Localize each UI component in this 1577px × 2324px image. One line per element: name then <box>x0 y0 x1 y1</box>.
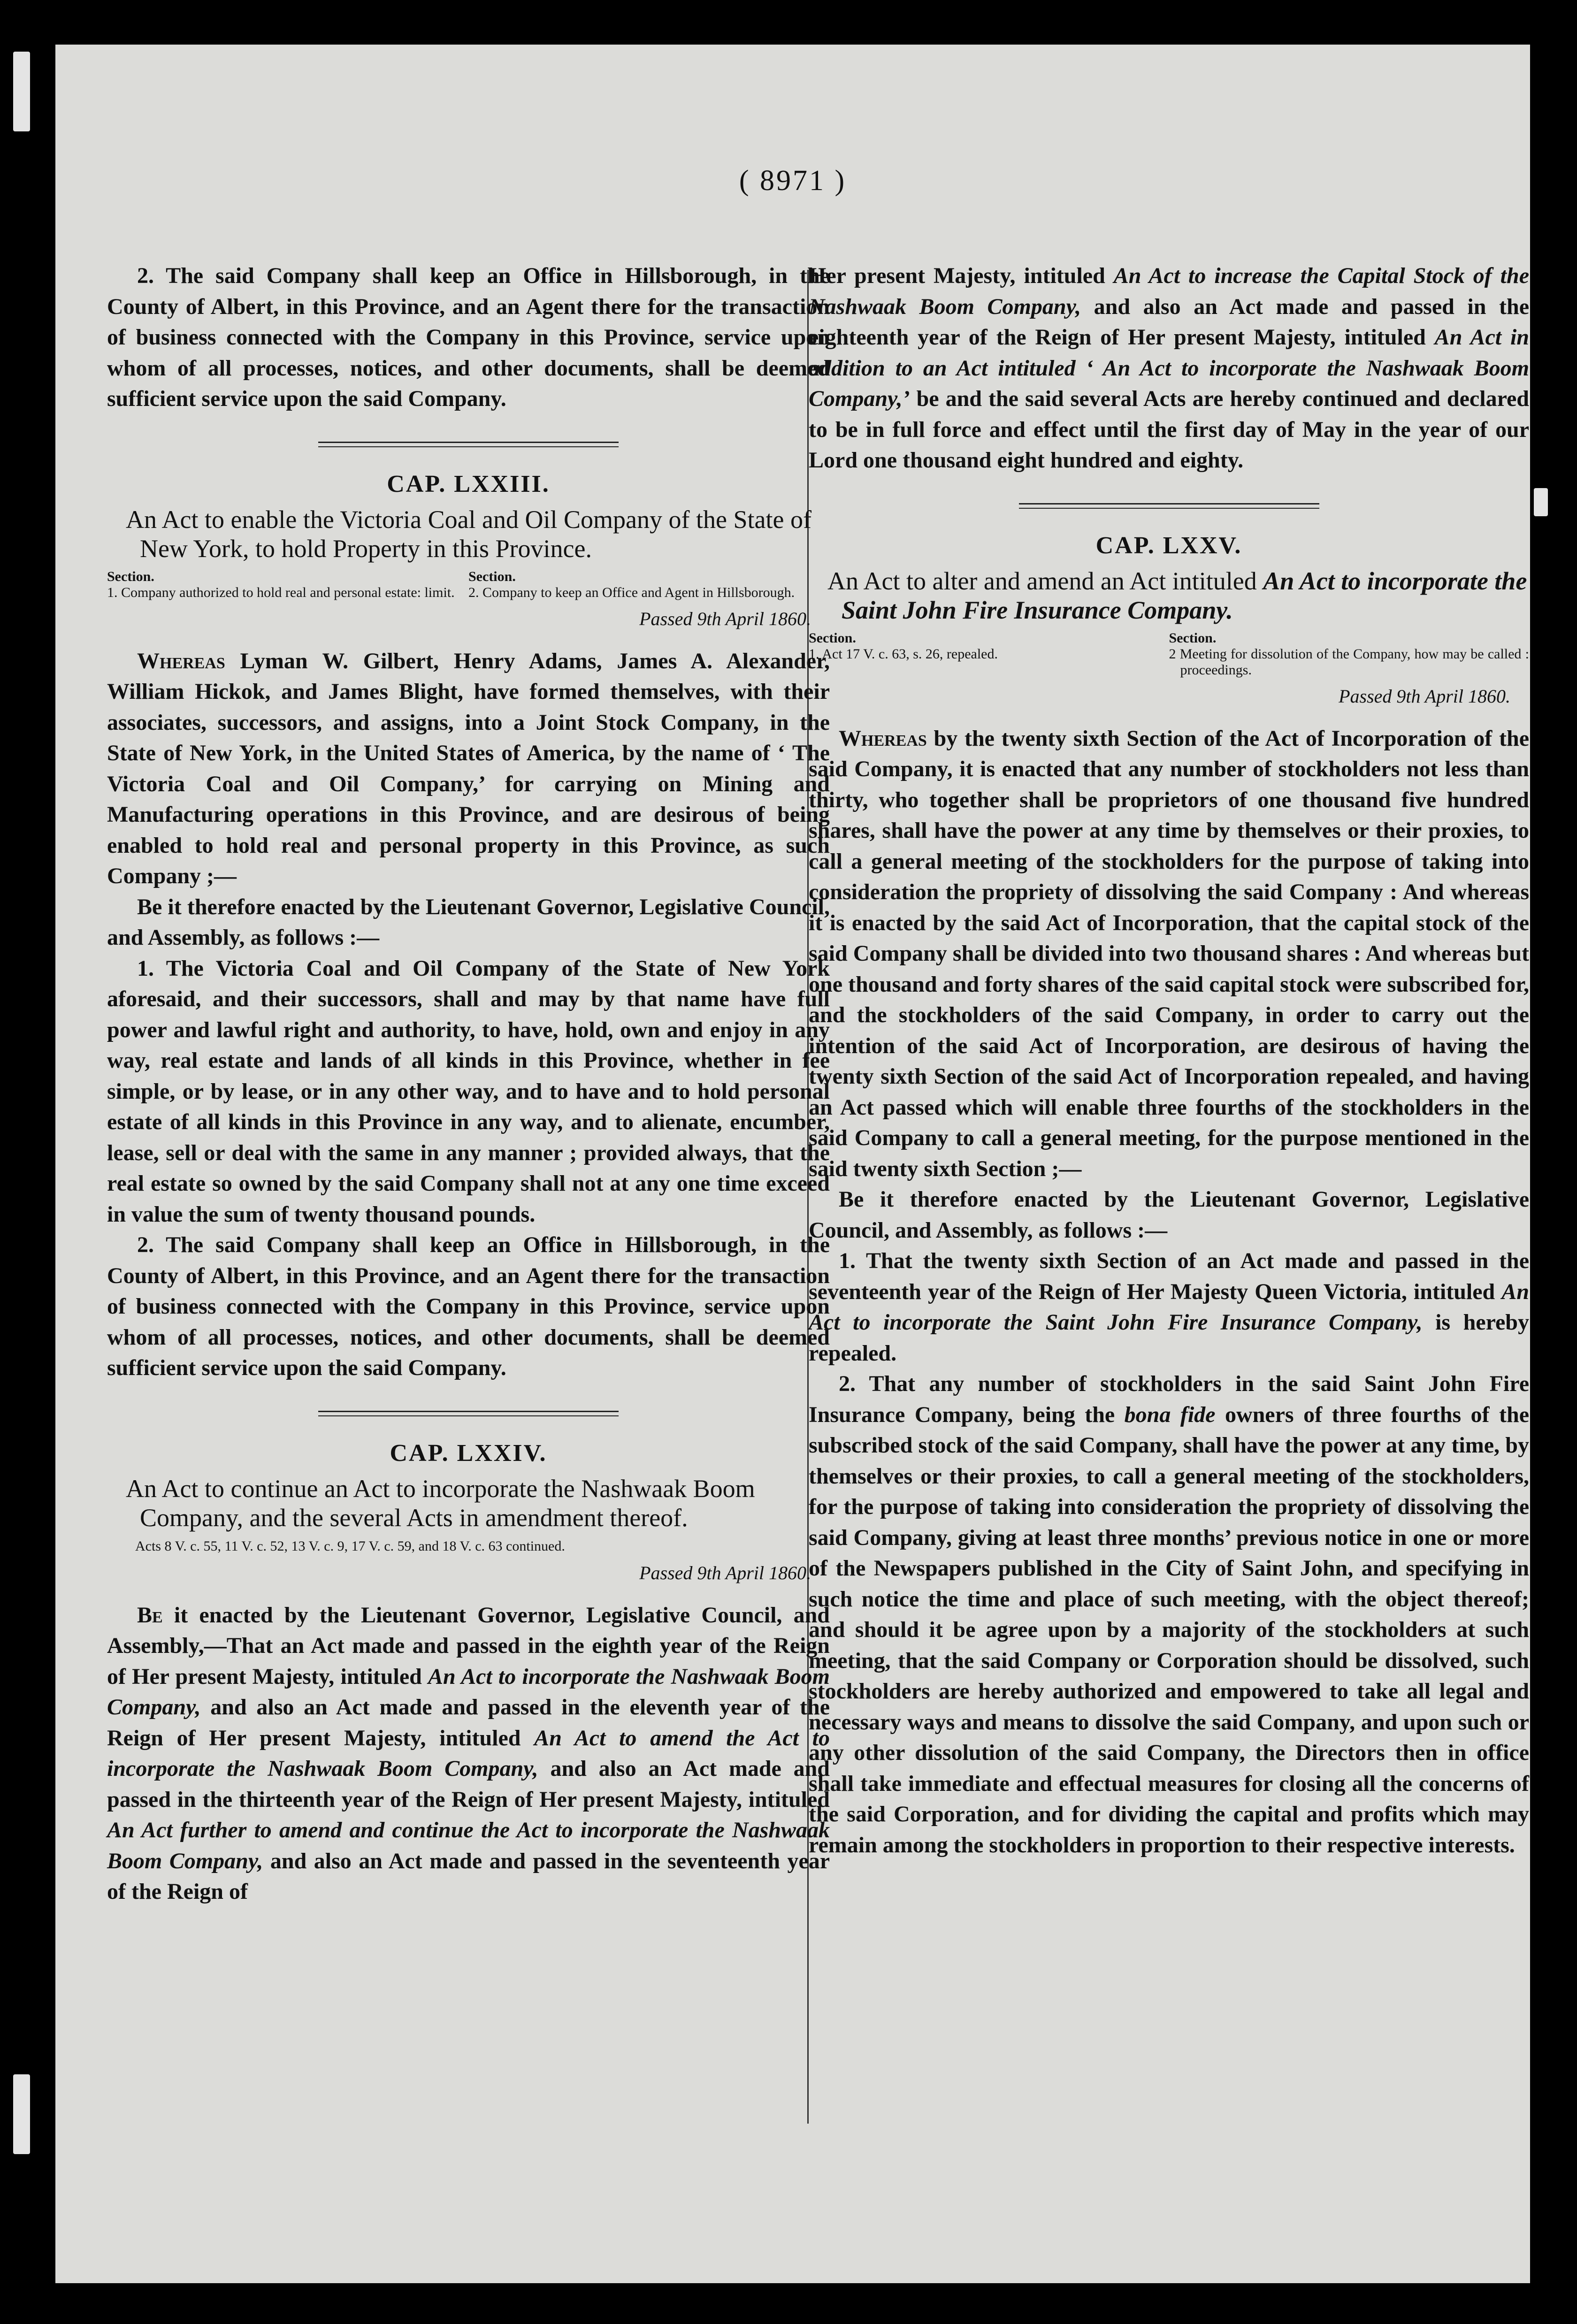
cap-73-section-2: 2. The said Company shall keep an Office in Hillsborough, in the County of Albert, in this Province, and an Agent there for the transaction of business connected with the Company in this Province, service upon whom of all processes, notices, and other documents, shall be deemed sufficient service upon the said Company. <box>107 1232 830 1380</box>
body-text: is hereby repealed. <box>809 1310 1530 1366</box>
page-number: ( 8971 ) <box>739 165 847 197</box>
title-citation: An Act to incorporate the Saint John Fire Insurance Company. <box>842 567 1527 624</box>
film-edge-tab-bottom-left <box>13 2074 30 2154</box>
act-citation: An Act to incorporate the Nashwaak Boom Company, <box>107 1664 830 1720</box>
preamble-text: by the twenty sixth Section of the Act of Incorporation of the said Company, it is enacted that any number of stockholders not less than thirty, who together shall be proprietors of one thousand five hundred shares, shall have the power at any time by themselves or their proxies, to call a general meeting of the stockholders for the purpose of taking into consideration the propriety of dissolving the said Company : And whereas it is enacted by the said Act of Incorporation, that the capital stock of the said Company shall be divided into two thousand shares : And whereas but one thousand and forty shares of the said capital stock were subscribed for, and the stockholders of the said Company, in order to carry out the intention of the said Act of Incorporation, are desirous of having the twenty sixth Section of the said Act of Incorporation repealed, and having an Act passed which will enable three fourths of the stockholders in the said Company to call a general meeting, for the purpose mentioned in the said twenty sixth Section ;— <box>809 726 1529 1181</box>
body-text: it enacted by the Lieutenant Governor, Legislative Council, and Assembly,—That an Act made and passed in the eighth year of the Reign of Her present Majesty, intituled <box>107 1602 830 1689</box>
section-separator <box>1019 503 1319 509</box>
cap-74-continuation <box>809 260 1529 476</box>
cap-75-preamble <box>809 723 1529 1185</box>
cap-73-title: An Act to enable the Victoria Coal and Oil Company of the State of New York, to hold Property in this Province. <box>126 505 811 563</box>
whereas-lead: Whereas <box>839 726 927 751</box>
body-text: and also an Act made and passed in the seventeenth year of the Reign of <box>107 1848 830 1904</box>
body-text: and also an Act made and passed in the eighteenth year of the Reign of Her present Majesty, intituled <box>809 294 1529 350</box>
cap-75-heading: CAP. LXXV. <box>1095 532 1242 559</box>
cap-74-title: An Act to continue an Act to incorporate the Nashwaak Boom Company, and the several Acts in amendment thereof. <box>126 1475 755 1532</box>
body-text: 1. That the twenty sixth Section of an Act made and passed in the seventeenth year of the Reign of Her Majesty Queen Victoria, intituled <box>809 1248 1529 1304</box>
body-text: Her present Majesty, intituled <box>809 263 1114 288</box>
section-summary-item: 2. Company to keep an Office and Agent in Hillsborough. <box>468 585 795 600</box>
body-text: be and the said several Acts are hereby continued and declared to be in full force and effect until the first day of May in the year of our Lord one thousand eight hundred and eighty. <box>809 386 1529 473</box>
cap-75-section-2 <box>809 1368 1529 1860</box>
act-citation: An Act to incorporate the Saint John Fire Insurance Company, <box>809 1279 1529 1335</box>
section-summary-item: 2 Meeting for dissolution of the Company, how may be called : proceedings. <box>1169 646 1529 678</box>
whereas-lead: Whereas <box>137 648 225 673</box>
intro-section-2: 2. The said Company shall keep an Office in Hillsborough, in the County of Albert, in this Province, and an Agent there for the transaction of business connected with the Company in this Province, service upon whom of all processes, notices, and other documents, shall be deemed sufficient service upon the said Company. <box>107 263 830 411</box>
body-text: 2. That any number of stockholders in the said Saint John Fire Insurance Company, being the <box>809 1371 1529 1427</box>
film-edge-tab-top-left <box>13 52 30 131</box>
body-text: and also an Act made and passed in the thirteenth year of the Reign of Her present Majesty, intituled <box>107 1756 830 1812</box>
cap-75-section-summary <box>809 630 1529 678</box>
cap-73-enacting-clause: Be it therefore enacted by the Lieutenant Governor, Legislative Council, and Assembly, as follows :— <box>107 894 830 950</box>
latin-phrase: bona fide <box>1124 1402 1216 1427</box>
cap-74-heading: CAP. LXXIV. <box>390 1439 547 1467</box>
section-summary-item: 1. Act 17 V. c. 63, s. 26, repealed. <box>809 646 998 662</box>
section-separator <box>318 1411 619 1416</box>
body-text: owners of three fourths of the subscribed stock of the said Company, shall have the power at any time, by themselves or their proxies, to call a general meeting of the stockholders, for the purpose of taking into consideration the propriety of dissolving the said Company, giving at least three months’ previous notice in one or more of the Newspapers published in the City of Saint John, and specifying in such notice the time and place of such meeting, with the object thereof; and should it be agree upon by a majority of the stockholders at such meeting, that the said Company or Corporation should be dissolved, such stockholders are hereby authorized and empowered to take all legal and necessary ways and means to dissolve the said Company, and upon such or any other dissolution of the said Company, the Directors then in office shall take immediate and effectual measures for closing all the concerns of the said Corporation, and for dividing the capital and profits which may remain among the stockholders in proportion to their respective interests. <box>809 1402 1529 1858</box>
act-citation: An Act further to amend and continue the Act to incorporate the Nashwaak Boom Company, <box>107 1818 830 1873</box>
preamble-text: Lyman W. Gilbert, Henry Adams, James A. Alexander, William Hickok, and James Blight, have formed themselves, with their associates, successors, and assigns, into a Joint Stock Company, in the State of New York, in the United States of America, by the name of ‘ The Victoria Coal and Oil Company,’ for carrying on Mining and Manufacturing operations in this Province, and are desirous of being enabled to hold real and personal property in this Province, as such Company ;— <box>107 648 830 888</box>
cap-75-passed-date: Passed 9th April 1860. <box>1339 686 1510 707</box>
cap-75-section-1 <box>809 1246 1529 1368</box>
body-text: and also an Act made and passed in the eleventh year of the Reign of Her present Majesty, intituled <box>107 1695 830 1751</box>
cap-74-body <box>107 1600 830 1907</box>
cap-73-section-summary <box>107 569 830 601</box>
scanned-page <box>55 45 1530 2283</box>
section-separator <box>318 442 619 447</box>
cap-75-title <box>809 566 1529 625</box>
cap-73-section-1: 1. The Victoria Coal and Oil Company of the State of New York aforesaid, and their successors, shall and may by that name have full power and lawful right and authority, to have, hold, own and enjoy in any way, real estate and lands of all kinds in this Province, whether in fee simple, or by lease, or in any other way, and to have and to hold personal estate of all kinds in this Province in any way, and to alienate, encumber, lease, sell or deal with the same in any manner ; provided always, that the real estate so owned by the said Company shall not at any one time exceed in value the sum of twenty thousand pounds. <box>107 956 830 1227</box>
section-label: Section. <box>809 630 856 646</box>
cap-75-enacting-clause: Be it therefore enacted by the Lieutenant Governor, Legislative Council, and Assembly, as follows :— <box>809 1187 1529 1243</box>
cap-74-acts-note: Acts 8 V. c. 55, 11 V. c. 52, 13 V. c. 9, 17 V. c. 59, and 18 V. c. 63 continued. <box>135 1538 565 1554</box>
cap-73-passed-date: Passed 9th April 1860. <box>639 608 811 629</box>
act-citation: An Act in addition to an Act intituled ‘ An Act to incorporate the Nashwaak Boom Company,’ <box>809 325 1529 411</box>
title-text: An Act to alter and amend an Act intituled <box>827 567 1263 595</box>
right-column <box>809 260 1529 1860</box>
section-label: Section. <box>468 569 516 584</box>
section-summary-item: 1. Company authorized to hold real and personal estate: limit. <box>107 585 455 600</box>
left-column <box>107 260 830 1907</box>
cap-74-passed-date: Passed 9th April 1860. <box>639 1562 811 1583</box>
section-label: Section. <box>1169 630 1217 646</box>
be-lead: Be <box>137 1602 163 1628</box>
act-citation: An Act to amend the Act to incorporate the Nashwaak Boom Company, <box>107 1725 830 1781</box>
act-citation: An Act to increase the Capital Stock of the Nashwaak Boom Company, <box>809 263 1529 319</box>
cap-73-preamble <box>107 646 830 892</box>
section-label: Section. <box>107 569 154 584</box>
cap-73-heading: CAP. LXXIII. <box>387 470 550 497</box>
film-edge-tab-right <box>1534 488 1548 516</box>
